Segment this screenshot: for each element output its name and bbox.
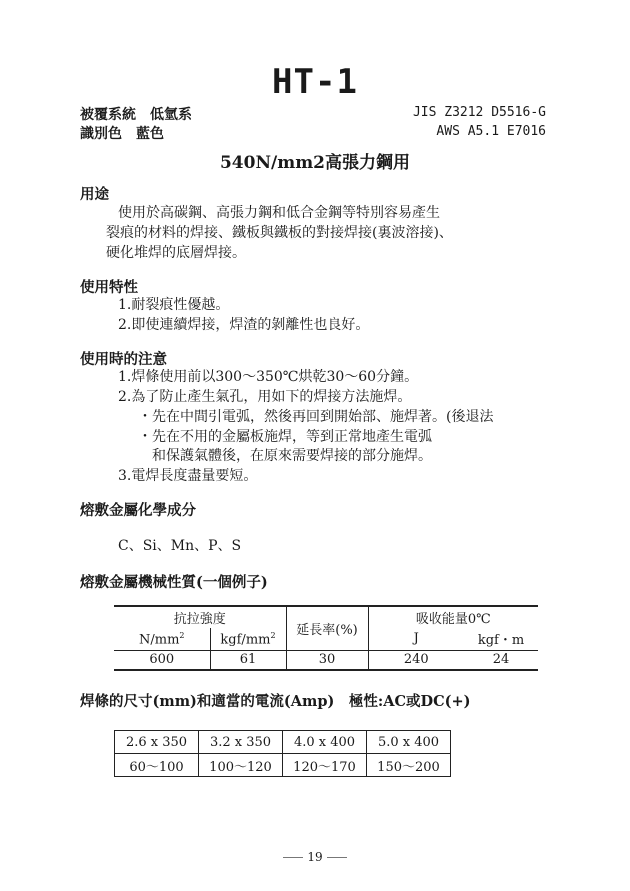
tensile-kgfmm2-value: 61 [210, 650, 286, 670]
unit-j: J [413, 631, 419, 647]
unit-nmm2: $N/mm^2$ [114, 628, 210, 650]
impact-j-value: 240 [368, 650, 464, 670]
identification-color: 識別色 藍色 [80, 126, 164, 142]
usage-line-2: 裂痕的材料的焊接、鐵板與鐵板的對接焊接(裏波溶接)、 [106, 225, 453, 241]
usage-heading: 用途 [80, 186, 109, 203]
usage-line-1: 使用於高碳鋼、高張力鋼和低合金鋼等特別容易產生 [118, 205, 440, 221]
notes-line-6: 3.電焊長度盡量要短。 [118, 468, 258, 484]
notes-line-2: 2.為了防止產生氣孔，用如下的焊接方法施焊。 [118, 389, 412, 405]
subtitle: 540N/mm2高張力鋼用 [219, 153, 411, 173]
elongation-value: 30 [286, 650, 368, 670]
amp-cell: 150～200 [367, 754, 451, 777]
features-line-1: 1.耐裂痕性優越。 [118, 297, 230, 313]
notes-heading: 使用時的注意 [80, 351, 167, 368]
amp-cell: 100～120 [199, 754, 283, 777]
page-number: 19 [307, 850, 323, 864]
features-line-2: 2.即使連續焊接，焊渣的剝離性也良好。 [118, 317, 370, 333]
notes-line-1: 1.焊條使用前以300～350℃烘乾30～60分鐘。 [118, 369, 419, 385]
usage-line-3: 硬化堆焊的底層焊接。 [106, 245, 246, 261]
unit-kgfm: kgf・m [477, 633, 525, 649]
footer-rule-left [283, 857, 303, 858]
amp-cell: 60～100 [115, 754, 199, 777]
tensile-header: 抗拉強度 [114, 606, 286, 628]
impact-kgfm-value: 24 [464, 650, 538, 670]
notes-line-3: ・先在中間引電弧，然後再回到開始部、施焊著。(後退法 [138, 409, 494, 425]
footer-rule-right [327, 857, 347, 858]
elongation-header: 延長率(%) [286, 606, 368, 650]
current-table [114, 730, 451, 777]
aws-standard: AWS A5.1 E7016 [436, 124, 546, 139]
mechanical-heading: 熔敷金屬機械性質(一個例子) [80, 574, 268, 591]
mechanical-properties-table [114, 605, 538, 671]
notes-line-5: 和保護氣體後，在原來需要焊接的部分施焊。 [152, 448, 432, 464]
impact-header: 吸收能量0℃ [368, 606, 538, 628]
page-footer [0, 850, 630, 864]
features-heading: 使用特性 [80, 279, 138, 296]
product-title: HT-1 [272, 62, 358, 102]
tensile-nmm2-value: 600 [114, 650, 210, 670]
jis-standard: JIS Z3212 D5516-G [412, 105, 546, 120]
current-heading: 焊條的尺寸(mm)和適當的電流(Amp) 極性:AC或DC(+) [80, 693, 471, 710]
size-cell: 5.0 x 400 [367, 731, 451, 754]
coating-system: 被覆系統 低氫系 [80, 107, 192, 123]
amp-cell: 120～170 [283, 754, 367, 777]
unit-kgfmm2: kgf/$mm^2$ [210, 628, 286, 650]
size-cell: 4.0 x 400 [283, 731, 367, 754]
chemistry-heading: 熔敷金屬化學成分 [80, 502, 196, 519]
chemistry-elements: C、Si、Mn、P、S [118, 538, 242, 554]
size-cell: 3.2 x 350 [199, 731, 283, 754]
size-cell: 2.6 x 350 [115, 731, 199, 754]
notes-line-4: ・先在不用的金屬板施焊，等到正常地產生電弧 [138, 429, 432, 445]
